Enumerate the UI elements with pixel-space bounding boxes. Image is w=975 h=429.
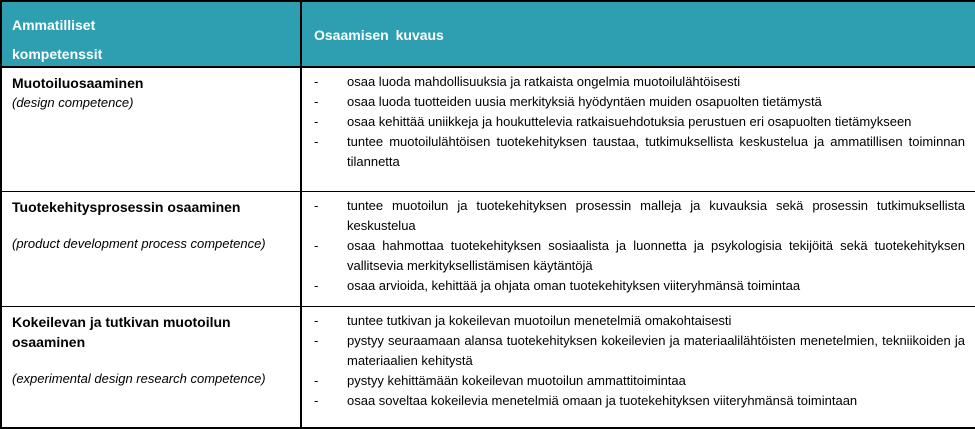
bullet-item	[302, 276, 965, 296]
header-cell-description	[301, 1, 975, 67]
bullet-item	[302, 371, 965, 391]
bullet-item	[302, 92, 965, 112]
competence-subtitle: (experimental design research competence)	[12, 371, 266, 387]
table-row	[1, 67, 975, 191]
bullet-text: osaa luoda mahdollisuuksia ja ratkaista ongelmia muotoilulähtöisesti	[347, 74, 741, 89]
bullet-dash-marker: -	[314, 313, 319, 329]
competence-title: Kokeilevan ja tutkivan muotoilun osaaminen	[12, 314, 231, 351]
bullet-text: osaa arvioida, kehittää ja ohjata oman tuotekehityksen viiteryhmänsä toimintaa	[347, 277, 801, 293]
bullet-dash-marker: -	[314, 197, 319, 213]
bullet-dash-marker: -	[314, 114, 319, 129]
bullet-text: osaa luoda tuotteiden uusia merkityksiä hyödyntäen muiden osapuolten tietämystä	[347, 94, 822, 109]
bullet-item	[302, 72, 965, 92]
bullet-dash-marker: -	[314, 373, 319, 389]
table-row	[1, 307, 975, 428]
description-cell	[301, 191, 975, 307]
description-cell	[301, 307, 975, 428]
description-cell	[301, 67, 975, 191]
bullet-dash-marker: -	[314, 237, 319, 253]
bullet-dash-marker: -	[314, 94, 319, 109]
bullet-item	[302, 331, 965, 371]
competence-cell	[1, 191, 301, 307]
bullet-text: tuntee muotoilun ja tuotekehityksen prosessin malleja ja kuvauksia sekä prosessin tutkimuksellista keskustelua	[347, 197, 965, 233]
competence-cell	[1, 307, 301, 428]
header-description-label: Osaamisen kuvaus	[314, 27, 444, 43]
bullet-dash-marker: -	[314, 393, 319, 409]
bullet-dash-marker: -	[314, 277, 319, 293]
bullet-text: osaa kehittää uniikkeja ja houkuttelevia ratkaisuehdotuksia perustuen eri osapuolten tietämykseen	[347, 114, 912, 129]
competence-subtitle: (design competence)	[12, 95, 134, 110]
bullet-text: osaa hahmottaa tuotekehityksen sosiaalista ja luonnetta ja psykologisia tekijöitä sekä tuotekehityksen vallitsevia merkityksellistämisen käytäntöjä	[347, 237, 965, 273]
bullet-dash-marker: -	[314, 74, 319, 89]
competence-title: Tuotekehitysprosessin osaaminen	[12, 198, 241, 215]
bullet-item	[302, 196, 965, 236]
bullet-text: pystyy seuraamaan alansa tuotekehityksen kokeilevien ja materiaalilähtöisten menetelmien, tekniikoiden ja materiaalien kehitystä	[347, 333, 965, 369]
bullet-item	[302, 112, 965, 132]
bullet-text: pystyy kehittämään kokeilevan muotoilun ammattitoimintaa	[347, 373, 686, 389]
header-row	[1, 1, 975, 67]
bullet-text: tuntee muotoilulähtöisen tuotekehityksen taustaa, tutkimuksellista keskustelua ja ammatillisen toiminnan tilannetta	[347, 134, 965, 169]
bullet-text: osaa soveltaa kokeilevia menetelmiä omaan ja tuotekehityksen viiteryhmänsä toimintaan	[347, 393, 858, 409]
bullet-dash-marker: -	[314, 134, 319, 149]
bullet-item	[302, 311, 965, 331]
bullet-text: tuntee tutkivan ja kokeilevan muotoilun menetelmiä omakohtaisesti	[347, 313, 732, 329]
bullet-item	[302, 236, 965, 276]
competence-subtitle: (product development process competence)	[12, 235, 266, 251]
competence-cell	[1, 67, 301, 191]
header-competences-line2: kompetenssit	[12, 46, 103, 62]
header-cell-competences	[1, 1, 301, 67]
table-row	[1, 191, 975, 307]
competence-title: Muotoiluosaaminen	[12, 75, 144, 91]
bullet-item	[302, 391, 965, 411]
bullet-dash-marker: -	[314, 333, 319, 349]
bullet-item	[302, 132, 965, 172]
header-competences-line1: Ammatilliset	[12, 17, 96, 33]
